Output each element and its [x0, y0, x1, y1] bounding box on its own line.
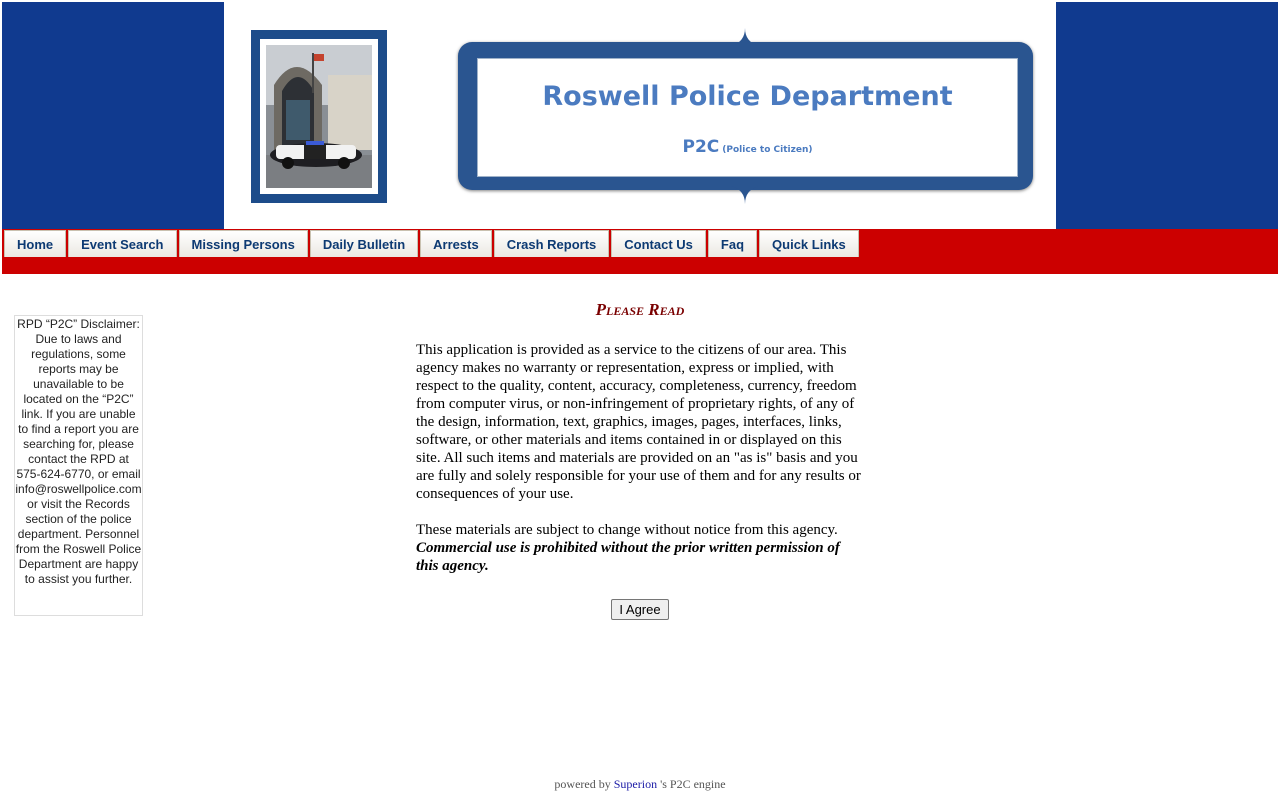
site-title: Roswell Police Department [542, 81, 953, 112]
paragraph-2-text: These materials are subject to change without notice from this agency. [416, 522, 838, 538]
banner-notch-bottom [731, 186, 759, 204]
footer-suffix: 's P2C engine [660, 777, 726, 791]
banner-notch-top [731, 28, 759, 46]
header-right-panel [1056, 2, 1278, 229]
nav-home[interactable]: Home [4, 230, 66, 257]
please-read-heading: Please Read [595, 300, 685, 319]
nav-missing-persons[interactable]: Missing Persons [179, 230, 308, 257]
title-banner-inner [477, 58, 1018, 177]
footer-prefix: powered by [554, 777, 611, 791]
disclaimer-paragraph-2 [416, 521, 866, 575]
nav-faq[interactable]: Faq [708, 230, 757, 257]
subtitle-small: (Police to Citizen) [722, 145, 813, 155]
main-nav [2, 229, 1278, 274]
header-left-panel [2, 2, 224, 229]
subtitle-main: P2C [682, 137, 720, 157]
disclaimer-paragraph-1: This application is provided as a service to the citizens of our area. This agency makes no warranty or representation, express or implied, with respect to the quality, content, accuracy, completeness, currency, freedom from computer virus, or non-infringement of proprietary rights, of any of the design, information, text, graphics, images, pages, interfaces, links, software, or other materials and items contained in or displayed on this site. All such items and materials are provided on an "as is" basis and you are fully and solely responsible for your use of them and for any results or consequences of your use. [416, 342, 861, 502]
police-building-photo [266, 45, 372, 188]
header-photo-frame [251, 30, 387, 203]
site-subtitle [478, 137, 1017, 157]
nav-arrests[interactable]: Arrests [420, 230, 492, 257]
i-agree-button[interactable]: I Agree [611, 599, 669, 620]
nav-daily-bulletin[interactable]: Daily Bulletin [310, 230, 418, 257]
paragraph-2-emphasis: Commercial use is prohibited without the prior written permission of this agency. [416, 540, 840, 574]
page-header [2, 2, 1278, 229]
sidebar-disclaimer: RPD “P2C” Disclaimer: Due to laws and regulations, some reports may be unavailable to be located on the “P2C” link. If you are unable to find a report you are searching for, please contact the RPD at 575-624-6770, or email info@roswellpolice.com or visit the Records section of the police department. Personnel from the Roswell Police Department are happy to assist you further. [14, 315, 143, 616]
nav-quick-links[interactable]: Quick Links [759, 230, 859, 257]
nav-crash-reports[interactable]: Crash Reports [494, 230, 610, 257]
nav-tabs [4, 230, 861, 258]
nav-event-search[interactable]: Event Search [68, 230, 176, 257]
nav-contact-us[interactable]: Contact Us [611, 230, 706, 257]
footer-superion-link[interactable]: Superion [613, 777, 658, 791]
page-footer [0, 777, 1280, 792]
